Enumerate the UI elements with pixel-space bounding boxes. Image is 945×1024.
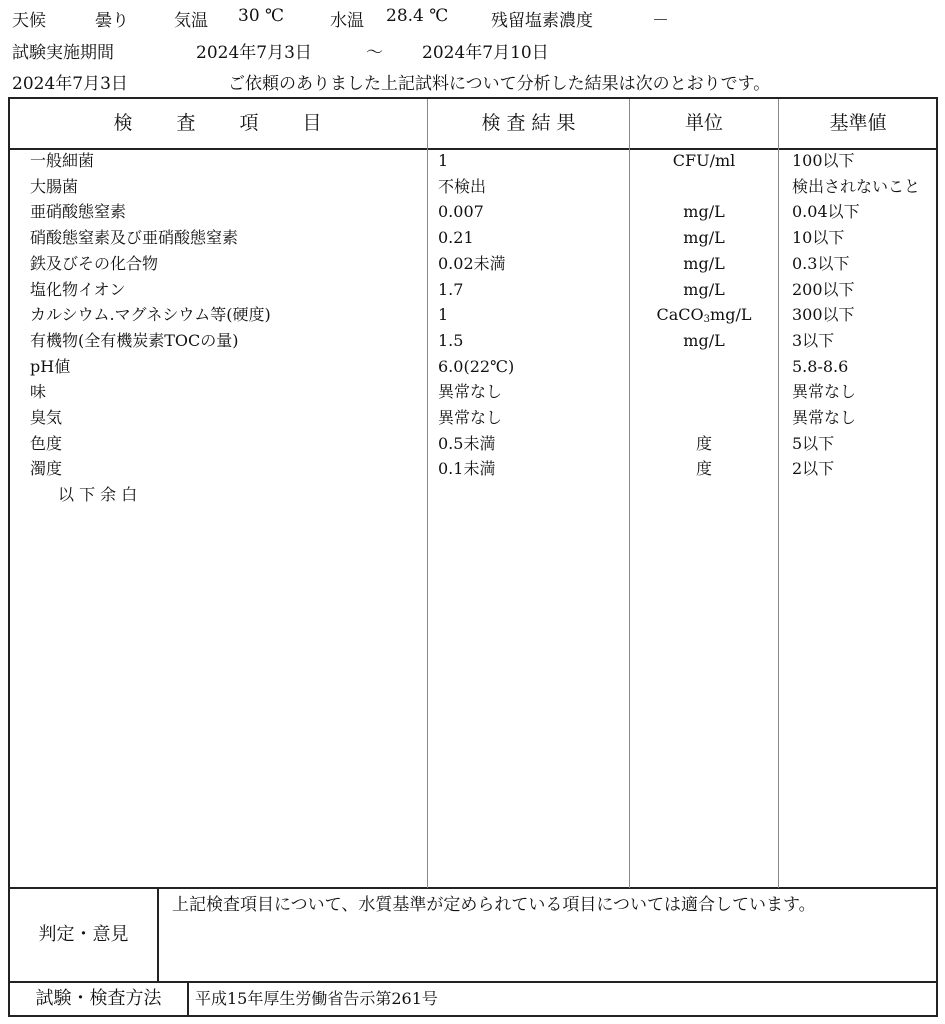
item-unit: 度	[695, 459, 712, 479]
item-name: カルシウム.マグネシウム等(硬度)	[30, 305, 271, 325]
judgment-label: 判定・意見	[38, 924, 129, 945]
judgment-text: 上記検査項目について、水質基準が定められている項目については適合しています。	[172, 895, 816, 915]
item-result: 0.21	[438, 228, 474, 248]
item-name: 塩化物イオン	[30, 279, 126, 299]
item-result: 異常なし	[438, 382, 503, 402]
item-name: 硝酸態窒素及び亜硝酸態窒素	[30, 228, 239, 248]
item-name: 色度	[30, 433, 63, 453]
item-name: 有機物(全有機炭素TOCの量)	[30, 330, 239, 350]
unit-text: mg/L	[710, 305, 752, 325]
item-standard: 300以下	[792, 305, 855, 325]
item-unit	[630, 405, 778, 431]
period-label: 試験実施期間	[12, 43, 114, 63]
item-standard: 3以下	[792, 330, 835, 350]
item-standard: 2以下	[792, 459, 835, 479]
item-unit: mg/L	[683, 202, 725, 222]
item-standard: 5.8-8.6	[792, 356, 849, 376]
column-header-standard: 基準値	[829, 112, 887, 134]
unit-text: CaCO	[656, 305, 704, 325]
item-unit	[630, 354, 778, 380]
item-name: 臭気	[30, 408, 63, 427]
item-result: 不検出	[438, 176, 487, 196]
item-name: 味	[30, 382, 47, 402]
item-name: 一般細菌	[30, 151, 95, 170]
column-divider-standard	[778, 99, 779, 888]
item-unit: CFU/ml	[672, 151, 736, 170]
item-standard: 0.04以下	[792, 202, 860, 222]
item-result: 異常なし	[438, 408, 503, 427]
item-unit	[630, 302, 778, 328]
item-name: pH値	[30, 356, 71, 376]
item-unit	[630, 174, 778, 200]
report-date: 2024年7月3日	[12, 74, 128, 94]
water-temp-label: 水温	[330, 11, 364, 31]
item-result: 1	[438, 305, 449, 325]
item-unit: mg/L	[683, 253, 725, 273]
unit-subscript: 3	[703, 314, 711, 326]
column-header-unit: 単位	[684, 112, 723, 134]
item-name: 鉄及びその化合物	[30, 253, 159, 273]
item-standard: 0.3以下	[792, 253, 850, 273]
item-unit: mg/L	[683, 228, 725, 248]
item-unit: mg/L	[683, 279, 725, 299]
column-divider-result	[427, 99, 428, 888]
end-note: 以 下 余 白	[58, 485, 138, 505]
method-label-divider	[187, 982, 189, 1016]
air-temp-value: 30 ℃	[238, 6, 285, 26]
chlorine-value: －	[652, 11, 669, 31]
method-label: 試験・検査方法	[35, 988, 162, 1009]
item-result: 0.007	[438, 202, 484, 222]
item-result: 1.7	[438, 279, 464, 299]
air-temp-label: 気温	[174, 11, 208, 31]
item-name: 亜硝酸態窒素	[30, 202, 127, 222]
item-result: 1.5	[438, 330, 464, 350]
item-unit: mg/L	[683, 330, 725, 350]
item-name: 濁度	[30, 459, 63, 479]
period-end: 2024年7月10日	[422, 43, 549, 63]
item-standard: 異常なし	[792, 408, 857, 427]
weather-label: 天候	[12, 11, 46, 31]
item-result: 6.0(22℃)	[438, 356, 515, 376]
intro-text: ご依頼のありました上記試料について分析した結果は次のとおりです。	[228, 74, 771, 94]
item-unit	[630, 379, 778, 405]
item-standard: 10以下	[792, 228, 845, 248]
item-result: 0.02未満	[438, 253, 506, 273]
item-unit: 度	[695, 433, 712, 453]
water-temp-value: 28.4 ℃	[386, 6, 449, 26]
column-header-item: 検 査 項 目	[113, 112, 324, 134]
item-name: 大腸菌	[30, 176, 79, 196]
item-result: 0.1未満	[438, 459, 496, 479]
item-standard: 200以下	[792, 279, 855, 299]
judgment-label-divider	[157, 888, 159, 982]
weather-value: 曇り	[95, 11, 129, 31]
period-start: 2024年7月3日	[196, 43, 312, 63]
item-result: 0.5未満	[438, 433, 496, 453]
item-result: 1	[438, 151, 449, 170]
method-text: 平成15年厚生労働省告示第261号	[195, 989, 438, 1008]
item-standard: 100以下	[792, 151, 855, 170]
item-standard: 5以下	[792, 433, 835, 453]
chlorine-label: 残留塩素濃度	[491, 11, 593, 31]
item-standard: 検出されないこと	[792, 176, 921, 196]
period-separator: ～	[366, 43, 383, 63]
item-standard: 異常なし	[792, 382, 857, 402]
column-header-result: 検 査 結 果	[481, 112, 576, 134]
